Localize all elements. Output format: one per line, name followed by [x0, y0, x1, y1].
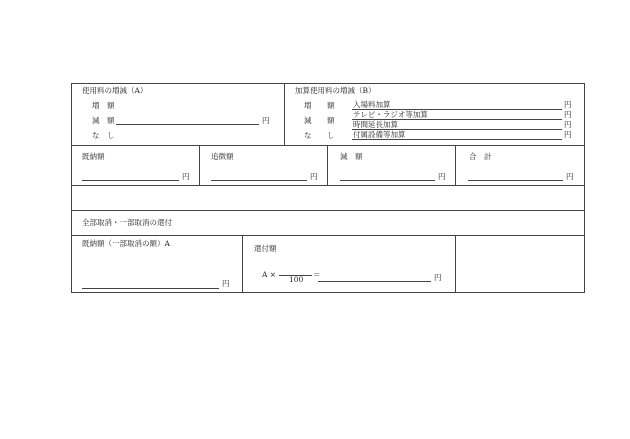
- cancellation-title: 全部取消・一部取消の還付: [82, 218, 172, 227]
- additional-decrease-label: 減: [304, 116, 312, 125]
- row-divider: [71, 210, 585, 211]
- time-extension-surcharge-label: 時間延長加算: [353, 120, 398, 129]
- yen-label: 円: [566, 172, 574, 181]
- column-divider: [242, 235, 243, 293]
- equipment-surcharge-label: 付属設備等加算: [353, 130, 406, 139]
- total-label: 合 計: [469, 152, 492, 161]
- row-divider: [71, 235, 585, 236]
- column-divider: [455, 145, 456, 185]
- yen-label: 円: [310, 172, 318, 181]
- yen-label: 円: [564, 100, 572, 109]
- additional-increase-label: 増: [304, 101, 312, 110]
- usage-increase-label: 増 額: [92, 101, 115, 110]
- rate-denominator: 100: [289, 275, 304, 284]
- reduced-amount-label: 減 額: [340, 152, 363, 161]
- yen-label: 円: [438, 172, 446, 181]
- column-divider: [455, 235, 456, 293]
- yen-label: 円: [434, 273, 442, 282]
- row-divider: [71, 185, 585, 186]
- additional-shi-char: し: [327, 131, 335, 140]
- additional-charge-label: 追徴額: [211, 152, 234, 161]
- usage-none-label: な し: [92, 131, 115, 140]
- usage-change-title: 使用料の増減（A）: [82, 86, 148, 95]
- yen-label: 円: [182, 172, 190, 181]
- paid-amount-label: 既納額: [82, 152, 105, 161]
- refund-amount-label: 還付額: [254, 244, 277, 253]
- refund-form: [71, 83, 585, 293]
- refund-amount-field[interactable]: [318, 281, 431, 282]
- admission-surcharge-label: 入場料加算: [353, 100, 391, 109]
- equals-sign: ＝: [313, 270, 321, 279]
- additional-charge-field[interactable]: [211, 180, 307, 181]
- additional-none-label: な: [304, 131, 312, 140]
- column-divider: [327, 145, 328, 185]
- yen-label: 円: [564, 120, 572, 129]
- total-field[interactable]: [468, 180, 563, 181]
- additional-amount-char: 額: [327, 116, 335, 125]
- row-divider: [71, 145, 585, 146]
- yen-label: 円: [222, 279, 230, 288]
- yen-label: 円: [564, 130, 572, 139]
- usage-decrease-label: 減 額: [92, 116, 115, 125]
- additional-amount-char: 額: [327, 101, 335, 110]
- cancellation-paid-field[interactable]: [82, 288, 219, 289]
- yen-label: 円: [262, 116, 270, 125]
- yen-label: 円: [564, 110, 572, 119]
- reduced-amount-field[interactable]: [340, 180, 435, 181]
- broadcast-surcharge-label: テレビ・ラジオ等加算: [353, 110, 428, 119]
- formula-prefix: A ×: [262, 270, 277, 279]
- usage-decrease-amount-field[interactable]: [116, 124, 259, 125]
- column-divider: [199, 145, 200, 185]
- paid-amount-field[interactable]: [82, 180, 179, 181]
- cancellation-paid-label: 既納額（一部取消の額）A: [82, 239, 170, 248]
- column-divider: [284, 83, 285, 145]
- additional-change-title: 加算使用料の増減（B）: [295, 86, 376, 95]
- equipment-surcharge-field[interactable]: [352, 139, 562, 140]
